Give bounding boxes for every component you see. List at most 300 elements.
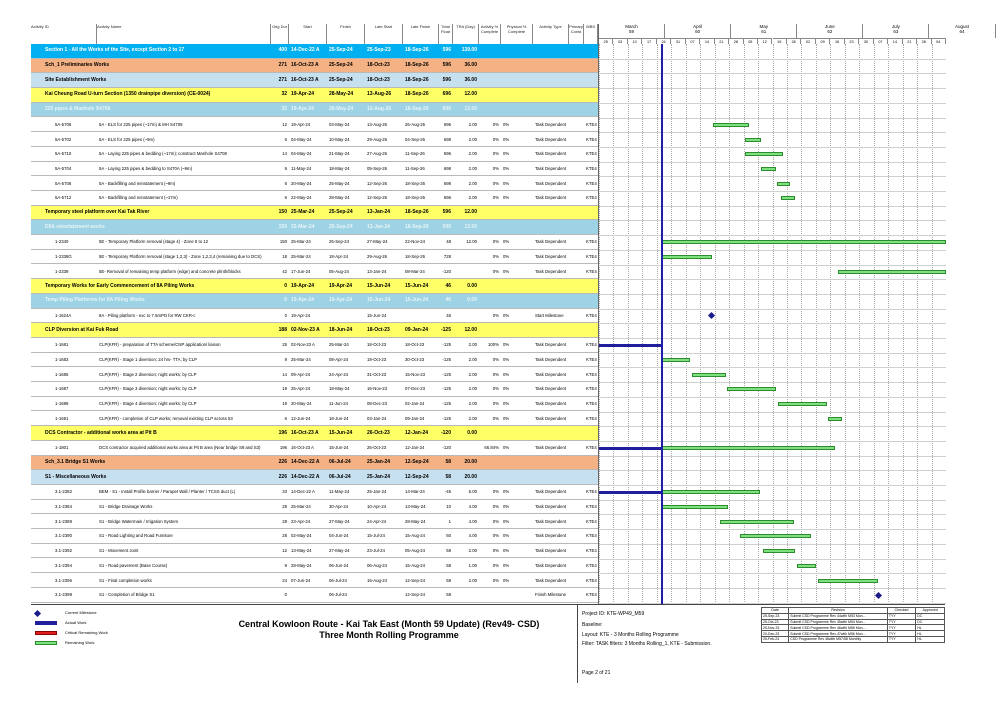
cell-tra: 4.00 — [468, 504, 477, 510]
revision-cell: TYY — [887, 625, 915, 631]
cell-finish: 24-Apr-24 — [329, 371, 349, 377]
cell-tra: 2.00 — [468, 577, 477, 583]
cell-wbs — [584, 88, 598, 102]
activity-row[interactable] — [31, 500, 598, 515]
critical-work-legend-icon — [35, 631, 57, 635]
cell-wbs: KTE4 — [586, 342, 597, 348]
cell-ls: 13-Aug-26 — [367, 121, 388, 127]
cell-tra: 139.00 — [461, 47, 477, 54]
cell-start: 25-Mar-24 — [291, 223, 315, 230]
legend — [33, 609, 183, 669]
cell-tra: 4.00 — [468, 533, 477, 539]
cell-finish: 06-Jul-24 — [329, 458, 351, 465]
cell-name: Sch_3.1 Bridge S1 Works — [45, 458, 106, 465]
cell-lf: 09-Jan-24 — [405, 415, 425, 421]
gantt-row-line — [599, 514, 946, 515]
cell-finish: 28-May-24 — [329, 195, 350, 201]
cell-at: Task Dependent — [535, 401, 567, 407]
activity-row[interactable] — [31, 147, 598, 162]
cell-dur: 0 — [284, 297, 287, 304]
cell-wbs: KTE4 — [586, 577, 597, 583]
group-row[interactable] — [31, 44, 598, 59]
cell-id: 1-1689 — [55, 401, 69, 407]
remaining-work-bar[interactable] — [745, 152, 783, 156]
activity-row[interactable] — [31, 265, 598, 280]
col-header-activity-id[interactable]: Activity ID — [31, 24, 97, 44]
cell-tf: -125 — [442, 386, 451, 392]
revision-cell: 25-Nov-23 — [762, 625, 789, 631]
gantt-row-line — [599, 279, 946, 280]
remaining-work-bar[interactable] — [763, 549, 795, 553]
cell-pp — [501, 456, 533, 470]
cell-ls — [365, 588, 403, 602]
cell-tra: 2.00 — [468, 121, 477, 127]
week-header: 17 — [642, 38, 656, 44]
gantt-row-line — [599, 441, 946, 442]
col-header-activity-type[interactable]: Activity Type — [533, 24, 569, 44]
cell-tra: 2.00 — [468, 151, 477, 157]
remaining-work-bar[interactable] — [745, 138, 761, 142]
cell-wbs: KTE4 — [586, 195, 597, 201]
cell-id: 1-2338G — [55, 254, 72, 260]
cell-ap: 0% — [492, 489, 499, 495]
remaining-work-bar[interactable] — [740, 534, 811, 538]
cell-name: 5A - Backfilling and reinstatement (~17m) — [99, 195, 178, 201]
cell-name: CLP(KFR) - completion of CLP works; removal existing CLP across 53 — [99, 415, 233, 421]
remaining-work-bar[interactable] — [777, 182, 790, 186]
cell-start: 19-Apr-24 — [291, 121, 311, 127]
remaining-work-bar[interactable] — [761, 167, 776, 171]
cell-id: 3.1-2398 — [55, 592, 72, 598]
group-row[interactable] — [31, 426, 598, 441]
rev-header-date: Date — [762, 608, 789, 614]
cell-lf: 05-Aug-24 — [405, 548, 426, 554]
actual-work-bar[interactable] — [599, 491, 661, 494]
activity-row[interactable] — [31, 353, 598, 368]
col-header-activity-name[interactable]: Activity Name — [97, 24, 271, 44]
cell-ap — [479, 294, 501, 308]
activity-row[interactable] — [31, 382, 598, 397]
gantt-row-line — [599, 118, 946, 119]
remaining-work-bar[interactable] — [720, 520, 794, 524]
cell-finish: 30-Apr-24 — [329, 504, 349, 510]
gantt-row-line — [599, 103, 946, 104]
cell-ap: 0% — [492, 533, 499, 539]
cell-wbs: KTE4 — [586, 489, 597, 495]
activity-row[interactable] — [31, 441, 598, 456]
cell-tf: 698 — [443, 180, 451, 186]
cell-wbs: KTE4 — [586, 268, 597, 274]
month-header — [731, 24, 797, 38]
month-header — [797, 24, 863, 38]
cell-start: 12-Jun-24 — [291, 415, 311, 421]
cell-at: Task Dependent — [535, 386, 567, 392]
cell-id: 5A-5702 — [55, 136, 72, 142]
cell-pp: 0% — [503, 518, 510, 524]
legend-critical-remaining-work: Critical Remaining Work — [65, 630, 108, 635]
group-row[interactable] — [31, 294, 598, 309]
col-header-finish[interactable]: Finish — [327, 24, 365, 44]
cell-dur: 226 — [278, 473, 287, 480]
cell-dur: 14 — [282, 371, 287, 377]
col-header-physical-pct[interactable]: Physical % Complete — [501, 24, 533, 44]
remaining-work-bar[interactable] — [797, 564, 816, 568]
cell-tra: 12.00 — [464, 209, 477, 216]
cell-start: 23-Apr-24 — [291, 518, 311, 524]
cell-lf — [403, 309, 439, 323]
week-header: 23 — [845, 38, 859, 44]
cell-tf: 46 — [446, 312, 451, 318]
cell-dur: 188 — [278, 326, 287, 333]
cell-id: 5A-5704 — [55, 165, 72, 171]
gantt-row-line — [599, 470, 946, 471]
cell-name: Temporary steel platform over Kai Tak River — [45, 209, 150, 216]
group-row[interactable] — [31, 470, 598, 485]
cell-start: 17-Jun-24 — [291, 268, 311, 274]
cell-lf: 18-Sep-26 — [405, 223, 429, 230]
activity-row[interactable] — [31, 588, 598, 603]
group-row[interactable] — [31, 88, 598, 103]
group-row[interactable] — [31, 73, 598, 88]
cell-ls: 29-Aug-26 — [367, 254, 388, 260]
activity-row[interactable] — [31, 309, 598, 324]
group-row[interactable] — [31, 279, 598, 294]
remaining-work-bar[interactable] — [781, 196, 795, 200]
gantt-row-line — [599, 544, 946, 545]
cell-wbs: KTE4 — [586, 254, 597, 260]
revision-cell: Submit CSD Programme Rev 44with M53 Mon... — [789, 613, 888, 619]
cell-finish: 25-Sep-24 — [329, 47, 353, 54]
cell-dur: 9 — [284, 357, 287, 363]
week-header: 07 — [686, 38, 700, 44]
cell-tf: 48 — [446, 239, 451, 245]
col-header-late-finish[interactable]: Late Finish — [403, 24, 439, 44]
cell-wbs: KTE4 — [586, 401, 597, 407]
group-row[interactable] — [31, 103, 598, 118]
cell-tf: 58 — [446, 562, 451, 568]
cell-lf: 15-Aug-24 — [405, 533, 426, 539]
week-header: 26 — [787, 38, 801, 44]
gantt-row-line — [599, 485, 946, 486]
cell-tf: 596 — [442, 47, 451, 54]
cell-tf: 696 — [443, 195, 451, 201]
cell-tra: 20.00 — [464, 458, 477, 465]
cell-dur: 226 — [278, 458, 287, 465]
remaining-work-bar[interactable] — [838, 270, 946, 274]
cell-ap: 0% — [492, 312, 499, 318]
activity-row[interactable] — [31, 559, 598, 574]
cell-tra — [453, 588, 479, 602]
cell-at: Task Dependent — [535, 165, 567, 171]
cell-name: DCS Contractor - additional works area at Pit B — [45, 429, 157, 436]
gantt-row-line — [599, 309, 946, 310]
cell-at: Task Dependent — [535, 445, 567, 451]
cell-name: Temporary Works for Early Commencement of 8A Piling Works — [45, 282, 195, 289]
rev-header-revision: Revision — [789, 608, 888, 614]
cell-start: 04-May-24 — [291, 136, 312, 142]
cell-tra — [453, 265, 479, 279]
col-header-start[interactable]: Start — [289, 24, 327, 44]
cell-wbs — [584, 73, 598, 87]
cell-finish: 25-Sep-24 — [329, 62, 353, 69]
cell-dur: 25 — [282, 342, 287, 348]
cell-name: CLP Diversion at Kai Fuk Road — [45, 326, 119, 333]
cell-pp: 0% — [503, 136, 510, 142]
col-header-total-float[interactable]: Total Float — [439, 24, 453, 44]
remaining-work-bar[interactable] — [661, 255, 711, 259]
activity-row[interactable] — [31, 367, 598, 382]
gantt-row-line — [599, 220, 946, 221]
cell-wbs: KTE4 — [586, 562, 597, 568]
cell-lf: 07-Dec-23 — [405, 386, 426, 392]
gantt-row-line — [599, 235, 946, 236]
activity-row[interactable] — [31, 235, 598, 250]
cell-pp: 0% — [503, 239, 510, 245]
activity-row[interactable] — [31, 162, 598, 177]
cell-ap: 0% — [492, 371, 499, 377]
cell-tra: 2.00 — [468, 371, 477, 377]
cell-pp — [501, 59, 533, 73]
col-header-tra[interactable]: TRA (Day) — [453, 24, 479, 44]
cell-ap: 100% — [488, 342, 499, 348]
cell-pp: 0% — [503, 195, 510, 201]
cell-ap — [479, 279, 501, 293]
remaining-work-bar[interactable] — [713, 123, 749, 127]
gantt-row-line — [599, 162, 946, 163]
baseline-label: Baseline: — [582, 622, 603, 628]
month-number: 61 — [761, 29, 767, 34]
cell-ls: 29-Aug-26 — [367, 136, 388, 142]
cell-id: 5A-5706 — [55, 180, 72, 186]
cell-tra: 4.00 — [468, 518, 477, 524]
actual-work-bar[interactable] — [599, 447, 661, 450]
cell-lf: 18-Sep-26 — [405, 47, 429, 54]
cell-tra — [453, 250, 479, 264]
activity-row[interactable] — [31, 132, 598, 147]
cell-dur: 196 — [279, 445, 287, 451]
cell-lf: 02-Jan-24 — [405, 401, 425, 407]
title-line-1: Central Kowloon Route - Kai Tak East (Month 59 Update) (Rev49- CSD) — [238, 619, 540, 629]
cell-tf: -120 — [440, 429, 451, 436]
cell-ap: 0% — [492, 562, 499, 568]
activity-row[interactable] — [31, 250, 598, 265]
activity-row[interactable] — [31, 338, 598, 353]
cell-tra: 12.00 — [464, 223, 477, 230]
month-name: May — [759, 24, 768, 29]
cell-lf: 08-Mar-24 — [405, 268, 425, 274]
remaining-work-bar[interactable] — [692, 373, 726, 377]
gantt-row-line — [599, 294, 946, 295]
cell-dur: 28 — [282, 518, 287, 524]
cell-wbs: KTE4 — [586, 312, 597, 318]
cell-tf: 46 — [445, 282, 451, 289]
cell-ls: 13-Jan-24 — [367, 209, 391, 216]
cell-start: 25-Mar-24 — [291, 209, 315, 216]
cell-pp: 0% — [503, 254, 510, 260]
cell-tf: 60 — [446, 533, 451, 539]
remaining-work-bar[interactable] — [661, 240, 946, 244]
cell-pp: 0% — [503, 401, 510, 407]
remaining-work-bar[interactable] — [727, 387, 776, 391]
activity-row[interactable] — [31, 191, 598, 206]
week-header: 10 — [628, 38, 642, 44]
actual-work-bar[interactable] — [599, 344, 661, 347]
col-header-primary-const[interactable]: Primary Const — [569, 24, 584, 44]
timeline-months — [599, 24, 970, 34]
cell-wbs — [584, 294, 598, 308]
cell-tra: 2.00 — [468, 195, 477, 201]
cell-wbs: KTE4 — [586, 165, 597, 171]
group-row[interactable] — [31, 323, 598, 338]
cell-tf: 596 — [442, 76, 451, 83]
cell-pp — [501, 323, 533, 337]
cell-lf: 12-Sep-24 — [405, 473, 429, 480]
cell-id: 1-1681 — [55, 342, 69, 348]
cell-finish: 06-Jul-24 — [329, 592, 347, 598]
gantt-row-line — [599, 176, 946, 177]
gantt-row-line — [599, 559, 946, 560]
cell-ap — [479, 73, 501, 87]
week-header: 05 — [744, 38, 758, 44]
week-header: 31 — [671, 38, 685, 44]
cell-ls: 15-Jun-24 — [367, 312, 387, 318]
cell-lf: 18-Sep-26 — [405, 209, 429, 216]
cell-tf: 596 — [442, 223, 451, 230]
activity-row[interactable] — [31, 529, 598, 544]
remaining-work-bar[interactable] — [661, 358, 689, 362]
activity-row[interactable] — [31, 485, 598, 500]
cell-pp: 0% — [503, 386, 510, 392]
remaining-work-bar[interactable] — [661, 446, 835, 450]
cell-start: 02-May-24 — [291, 533, 312, 539]
cell-finish: 11-Jun-24 — [329, 401, 349, 407]
cell-finish: 15-Jun-24 — [329, 445, 349, 451]
remaining-work-bar[interactable] — [661, 505, 728, 509]
cell-ap: 0% — [492, 121, 499, 127]
cell-finish: 19-Apr-24 — [329, 282, 353, 289]
cell-dur: 6 — [284, 165, 287, 171]
col-header-late-start[interactable]: Late Start — [365, 24, 403, 44]
actual-work-legend-icon — [35, 621, 57, 625]
remaining-work-bar[interactable] — [818, 579, 879, 583]
cell-ls: 13-Jan-24 — [367, 268, 387, 274]
gantt-row-line — [599, 338, 946, 339]
cell-dur: 32 — [281, 106, 287, 113]
cell-tf: 696 — [442, 106, 451, 113]
group-row[interactable] — [31, 59, 598, 74]
gantt-row-line — [599, 367, 946, 368]
cell-name: BEM - S1 - Install Profile barrier / Parapet Wall / Planter / TCSS duct (L) — [99, 489, 236, 495]
cell-finish: 04-Jun-24 — [329, 533, 349, 539]
cell-tf: 10 — [446, 504, 451, 510]
cell-lf: 12-Sep-24 — [405, 577, 426, 583]
gantt-row-line — [599, 456, 946, 457]
cell-ls: 18-Oct-23 — [367, 62, 390, 69]
cell-finish: 05-Aug-24 — [329, 268, 350, 274]
activity-row[interactable] — [31, 118, 598, 133]
group-row[interactable] — [31, 456, 598, 471]
cell-start: 20-May-24 — [291, 180, 312, 186]
revision-cell: TYY — [887, 619, 915, 625]
cell-ap: 0% — [492, 577, 499, 583]
month-header — [599, 24, 665, 38]
cell-pp: 0% — [503, 445, 510, 451]
cell-lf: 18-Sep-26 — [405, 91, 429, 98]
remaining-work-bar[interactable] — [828, 417, 842, 421]
cell-at: Task Dependent — [535, 504, 567, 510]
cell-ls: 16-Aug-24 — [367, 577, 388, 583]
milestone-icon[interactable] — [875, 592, 882, 599]
cell-id: 3.1-2396 — [55, 577, 72, 583]
remaining-work-bar[interactable] — [661, 490, 760, 494]
activity-row[interactable] — [31, 397, 598, 412]
group-row[interactable] — [31, 220, 598, 235]
cell-wbs — [584, 279, 598, 293]
remaining-work-bar[interactable] — [778, 402, 827, 406]
cell-tra: 0.00 — [467, 429, 477, 436]
col-header-activity-pct[interactable]: Activity % Complete — [479, 24, 501, 44]
cell-wbs — [584, 426, 598, 440]
cell-dur: 6 — [284, 195, 287, 201]
cell-tf: 696 — [443, 121, 451, 127]
cell-start: 16-Oct-23 A — [291, 76, 319, 83]
cell-start: 02-Nov-23 A — [291, 342, 315, 348]
cell-dur: 0 — [284, 312, 287, 318]
cell-tra: 20.00 — [464, 473, 477, 480]
cell-finish: 06-Jun-24 — [329, 562, 349, 568]
cell-pp: 0% — [503, 415, 510, 421]
col-header-wbs[interactable]: WBS — [584, 24, 598, 44]
cell-pp — [501, 279, 533, 293]
activity-row[interactable] — [31, 412, 598, 427]
cell-ap — [479, 470, 501, 484]
gantt-row-line — [599, 191, 946, 192]
cell-ls: 13-Aug-26 — [367, 91, 392, 98]
activity-row[interactable] — [31, 544, 598, 559]
cell-dur: 28 — [282, 533, 287, 539]
cell-name: CLP(KFR) - Stage 1 diversion; 24 hrs- TTA; by CLP — [99, 357, 197, 363]
activity-row[interactable] — [31, 176, 598, 191]
cell-id: 3.1-2394 — [55, 562, 72, 568]
cell-tf: 58 — [446, 592, 451, 598]
group-row[interactable] — [31, 206, 598, 221]
cell-wbs: KTE4 — [586, 357, 597, 363]
cell-id: 1-2340 — [55, 239, 69, 245]
cell-finish: 27-May-24 — [329, 548, 350, 554]
cell-ls: 27-May-24 — [367, 239, 388, 245]
cell-pp — [501, 470, 533, 484]
activity-row[interactable] — [31, 514, 598, 529]
cell-start: 19-Apr-24 — [291, 282, 315, 289]
col-header-orig-dur[interactable]: Orig Dur — [271, 24, 289, 44]
cell-ap — [479, 59, 501, 73]
cell-pp: 0% — [503, 504, 510, 510]
cell-tf: -125 — [442, 401, 451, 407]
cell-lf: 12-Sep-24 — [405, 458, 429, 465]
cell-tra: 2.00 — [468, 401, 477, 407]
cell-wbs: KTE4 — [586, 548, 597, 554]
revision-cell: DC — [916, 619, 945, 625]
cell-tf: 696 — [443, 151, 451, 157]
cell-finish: 25-Sep-24 — [329, 239, 350, 245]
cell-dur: 271 — [278, 76, 287, 83]
month-name: March — [625, 24, 638, 29]
cell-lf: 15-Jun-24 — [405, 297, 429, 304]
gantt-row-line — [599, 323, 946, 324]
cell-finish: 18-May-24 — [329, 165, 350, 171]
week-header: 21 — [903, 38, 917, 44]
activity-row[interactable] — [31, 573, 598, 588]
